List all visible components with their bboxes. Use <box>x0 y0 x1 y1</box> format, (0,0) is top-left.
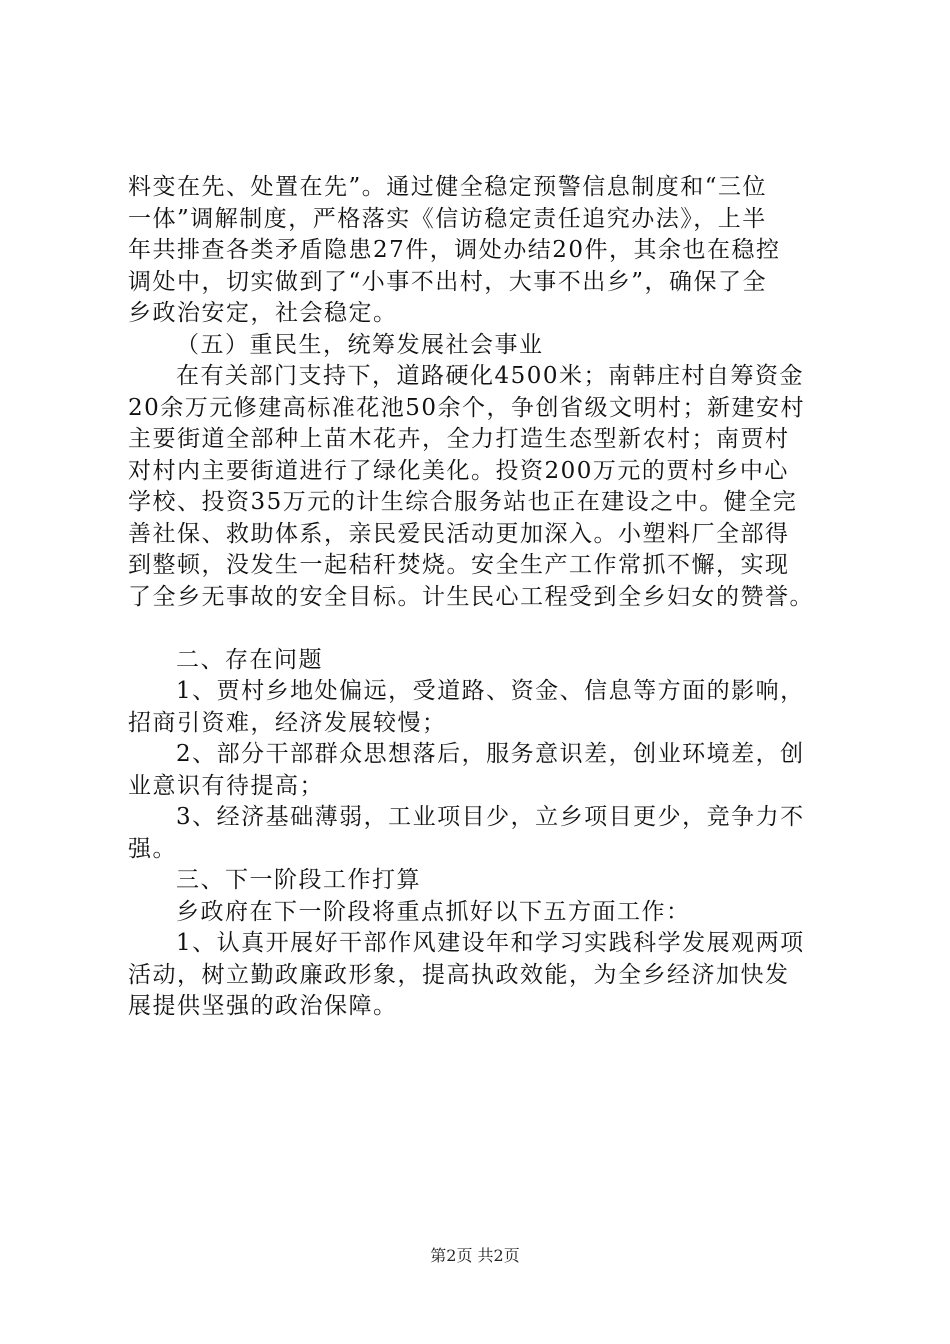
list-item: 1、认真开展好干部作风建设年和学习实践科学发展观两项 <box>176 930 805 956</box>
page-number-footer: 第2页 共2页 <box>430 1246 520 1265</box>
text-line: 强。 <box>128 835 177 862</box>
blank-line <box>128 613 840 645</box>
text-line: 对村内主要街道进行了绿化美化。投资200万元的贾村乡中心 <box>128 457 789 484</box>
text-line: 招商引资难，经济发展较慢； <box>128 709 447 736</box>
text-line: 业意识有待提高； <box>128 772 324 799</box>
text-line: 学校、投资35万元的计生综合服务站也正在建设之中。健全完 <box>128 489 798 515</box>
text-line: 展提供坚强的政治保障。 <box>128 993 398 1019</box>
text-line: 到整顿，没发生一起秸秆焚烧。安全生产工作常抓不懈，实现 <box>128 552 790 578</box>
text-line: 了全乡无事故的安全目标。计生民心工程受到全乡妇女的赞誉。 <box>128 583 814 610</box>
paragraph-start: 乡政府在下一阶段将重点抓好以下五方面工作： <box>176 898 691 925</box>
section-heading: （五）重民生，统筹发展社会事业 <box>176 331 544 358</box>
list-item: 3、经济基础薄弱，工业项目少，立乡项目更少，竞争力不 <box>176 804 805 830</box>
text-line: 善社保、救助体系，亲民爱民活动更加深入。小塑料厂全部得 <box>128 520 790 547</box>
text-line: 20余万元修建高标准花池50余个，争创省级文明村；新建安村 <box>128 394 806 421</box>
document-body <box>128 172 840 1023</box>
list-item: 2、部分干部群众思想落后，服务意识差，创业环境差，创 <box>176 741 805 767</box>
section-heading: 三、下一阶段工作打算 <box>176 867 421 893</box>
text-line: 年共排查各类矛盾隐患27件，调处办结20件，其余也在稳控 <box>128 237 781 263</box>
section-heading: 二、存在问题 <box>176 646 323 673</box>
text-line: 乡政治安定，社会稳定。 <box>128 300 398 326</box>
text-line: 料变在先、处置在先”。通过健全稳定预警信息制度和“三位 <box>128 174 768 200</box>
text-line: 主要街道全部种上苗木花卉，全力打造生态型新农村；南贾村 <box>128 426 790 452</box>
text-line: 调处中，切实做到了“小事不出村，大事不出乡”，确保了全 <box>128 268 768 295</box>
paragraph-start: 在有关部门支持下，道路硬化4500米；南韩庄村自筹资金 <box>176 363 805 389</box>
text-line: 活动，树立勤政廉政形象，提高执政效能，为全乡经济加快发 <box>128 961 790 988</box>
text-line: 一体”调解制度，严格落实《信访稳定责任追究办法》，上半 <box>128 205 767 232</box>
list-item: 1、贾村乡地处偏远，受道路、资金、信息等方面的影响， <box>176 678 805 704</box>
